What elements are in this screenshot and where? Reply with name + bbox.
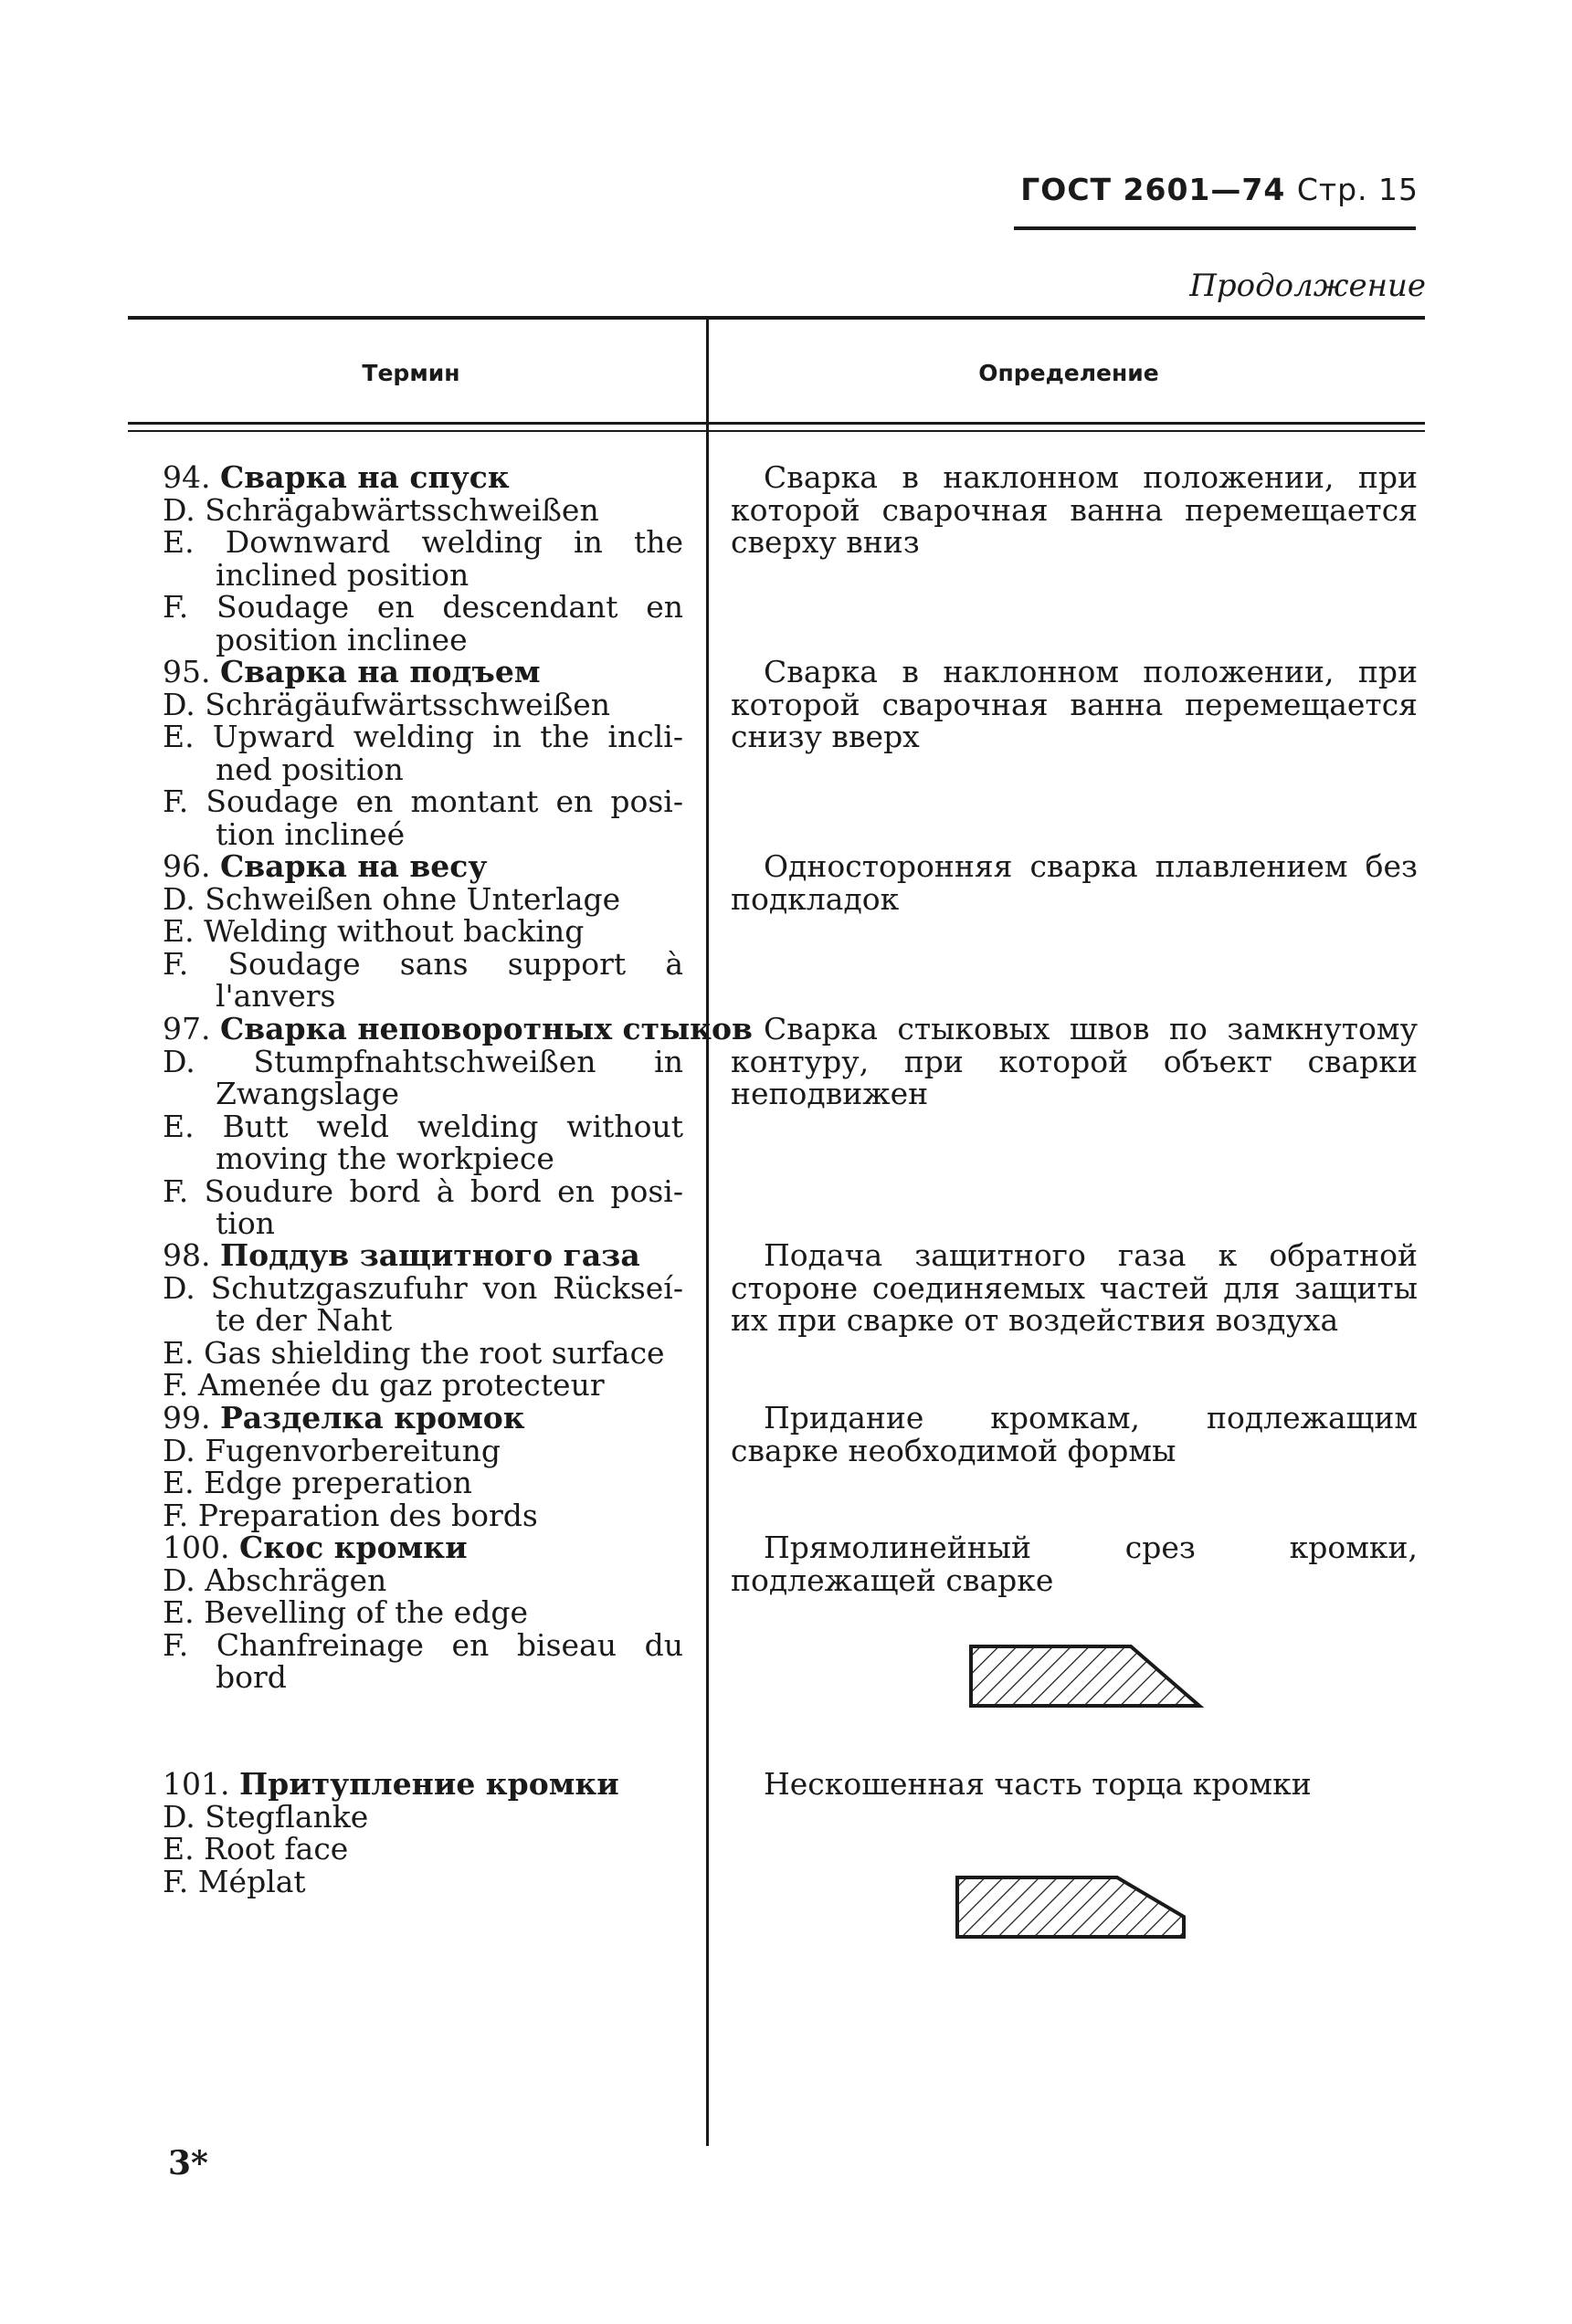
term-translation-cont: bord xyxy=(216,1659,287,1695)
term-title: Сварка на спуск xyxy=(219,459,510,495)
term-number: 97. xyxy=(163,1011,211,1046)
term-translation: Edge preperation xyxy=(204,1465,472,1500)
term-translation: Upward welding in the incli- xyxy=(212,719,683,754)
definition-95 xyxy=(731,656,1418,753)
page-number: Стр. 15 xyxy=(1296,172,1419,207)
term-100 xyxy=(163,1531,683,1694)
term-translation-cont: l'anvers xyxy=(216,978,336,1014)
lang-code: E. xyxy=(163,1108,195,1144)
definition-text: Сварка в наклонном положении, при которой сварочная ванна перемещается снизу вверх xyxy=(731,654,1418,754)
root-face-figure xyxy=(953,1873,1192,1944)
lang-code: D. xyxy=(163,491,195,528)
term-title: Притупление кромки xyxy=(238,1766,619,1802)
term-number: 94. xyxy=(163,459,211,495)
term-translation-cont: inclined position xyxy=(216,556,469,593)
lang-code: F. xyxy=(163,1626,189,1663)
term-translation-cont: moving the workpiece xyxy=(216,1141,554,1176)
term-101 xyxy=(163,1768,683,1898)
lang-code: F. xyxy=(163,945,189,982)
signature-mark: 3* xyxy=(168,2144,208,2182)
term-title: Поддув защитного газа xyxy=(219,1237,640,1273)
term-translation: Schrägäufwärtsschweißen xyxy=(205,686,611,722)
lang-code: D. xyxy=(163,1269,195,1306)
lang-code: E. xyxy=(163,1334,195,1371)
term-translation-cont: ned position xyxy=(216,751,404,787)
standard-number: ГОСТ 2601—74 xyxy=(1020,172,1286,207)
lang-code: F. xyxy=(163,589,189,625)
term-translation-cont: tion xyxy=(216,1205,275,1241)
lang-code: E. xyxy=(163,719,195,754)
term-translation: Chanfreinage en biseau du xyxy=(216,1626,683,1663)
term-translation: Soudage en montant en posi- xyxy=(206,783,683,819)
term-title: Разделка кромок xyxy=(219,1400,525,1435)
lang-code: E. xyxy=(163,1465,195,1500)
lang-code: F. xyxy=(163,1863,189,1899)
bevel-edge-figure xyxy=(966,1642,1206,1713)
term-translation: Gas shielding the root surface xyxy=(204,1334,665,1371)
term-translation-cont: Zwangslage xyxy=(216,1076,400,1111)
term-translation: Butt weld welding without xyxy=(222,1108,683,1144)
definition-97 xyxy=(731,1013,1418,1110)
term-translation: Downward welding in the xyxy=(225,524,683,560)
table-top-rule xyxy=(128,316,1425,320)
term-translation-cont: te der Naht xyxy=(216,1302,393,1338)
header-rule xyxy=(1014,226,1416,230)
column-divider xyxy=(706,320,709,2146)
term-number: 100. xyxy=(163,1530,230,1565)
term-translation: Abschrägen xyxy=(205,1562,387,1598)
term-translation: Soudage en descendant en xyxy=(216,589,683,625)
column-header-term: Термин xyxy=(362,360,460,386)
term-translation: Bevelling of the edge xyxy=(204,1594,528,1630)
term-94 xyxy=(163,461,683,656)
term-translation-cont: position inclinee xyxy=(216,621,468,657)
term-99 xyxy=(163,1402,683,1531)
term-translation: Welding without backing xyxy=(204,913,585,949)
term-number: 98. xyxy=(163,1237,211,1273)
lang-code: D. xyxy=(163,1562,195,1598)
term-translation: Schrägabwärtsschweißen xyxy=(205,491,599,528)
lang-code: D. xyxy=(163,1432,195,1468)
term-translation: Amenée du gaz protecteur xyxy=(197,1367,605,1403)
term-title: Сварка на подъем xyxy=(219,654,541,689)
lang-code: F. xyxy=(163,1497,189,1533)
term-title: Скос кромки xyxy=(238,1530,468,1565)
term-title: Сварка неповоротных стыков xyxy=(219,1011,753,1046)
lang-code: F. xyxy=(163,783,189,819)
definition-text: Сварка стыковых швов по замкнутому контуру, при которой объект сварки неподвижен xyxy=(731,1011,1418,1111)
term-translation-cont: tion inclineé xyxy=(216,815,406,852)
lang-code: D. xyxy=(163,1043,195,1079)
lang-code: F. xyxy=(163,1173,189,1209)
lang-code: E. xyxy=(163,1831,195,1867)
definition-text: Придание кромкам, подлежащим сварке необходимой формы xyxy=(731,1400,1418,1468)
definition-99 xyxy=(731,1402,1418,1467)
term-number: 99. xyxy=(163,1400,211,1435)
definition-100 xyxy=(731,1531,1418,1596)
term-number: 95. xyxy=(163,654,211,689)
lang-code: E. xyxy=(163,913,195,949)
term-title: Сварка на весу xyxy=(219,848,488,884)
term-97 xyxy=(163,1011,753,1241)
term-translation: Fugenvorbereitung xyxy=(205,1432,501,1468)
definition-101 xyxy=(731,1768,1418,1801)
definition-text: Сварка в наклонном положении, при которой сварочная ванна перемещается сверху вниз xyxy=(731,459,1418,560)
lang-code: E. xyxy=(163,524,195,560)
term-translation: Schutzgaszufuhr von Rückseí- xyxy=(210,1269,683,1306)
term-translation: Preparation des bords xyxy=(197,1497,538,1533)
definition-98 xyxy=(731,1239,1418,1337)
term-95 xyxy=(163,656,683,850)
definition-96 xyxy=(731,850,1418,915)
continued-label: Продолжение xyxy=(1189,268,1426,304)
term-translation: Root face xyxy=(204,1831,349,1867)
term-number: 101. xyxy=(163,1766,230,1802)
lang-code: D. xyxy=(163,686,195,722)
term-translation: Stumpfnahtschweißen in xyxy=(253,1043,683,1079)
column-header-definition: Определение xyxy=(978,360,1159,386)
lang-code: F. xyxy=(163,1367,189,1403)
term-translation: Stegflanke xyxy=(205,1798,369,1835)
term-translation: Soudure bord à bord en posi- xyxy=(204,1173,683,1209)
term-translation: Méplat xyxy=(197,1863,306,1899)
header-bottom-rule-2 xyxy=(128,430,1425,432)
definition-text: Подача защитного газа к обратной стороне соединяемых частей для защиты их при сварке от воздействия воздуха xyxy=(731,1237,1418,1338)
definition-text: Прямолинейный срез кромки, подлежащей сварке xyxy=(731,1530,1418,1598)
definition-text: Нескошенная часть торца кромки xyxy=(764,1766,1312,1802)
page-header xyxy=(1020,172,1419,207)
lang-code: E. xyxy=(163,1594,195,1630)
term-translation: Schweißen ohne Unterlage xyxy=(205,880,621,917)
term-translation: Soudage sans support à xyxy=(227,945,683,982)
lang-code: D. xyxy=(163,880,195,917)
definition-text: Односторонняя сварка плавлением без подкладок xyxy=(731,848,1418,917)
term-number: 96. xyxy=(163,848,211,884)
term-96 xyxy=(163,850,683,1013)
definition-94 xyxy=(731,461,1418,559)
lang-code: D. xyxy=(163,1798,195,1835)
term-98 xyxy=(163,1239,683,1402)
header-bottom-rule xyxy=(128,422,1425,425)
